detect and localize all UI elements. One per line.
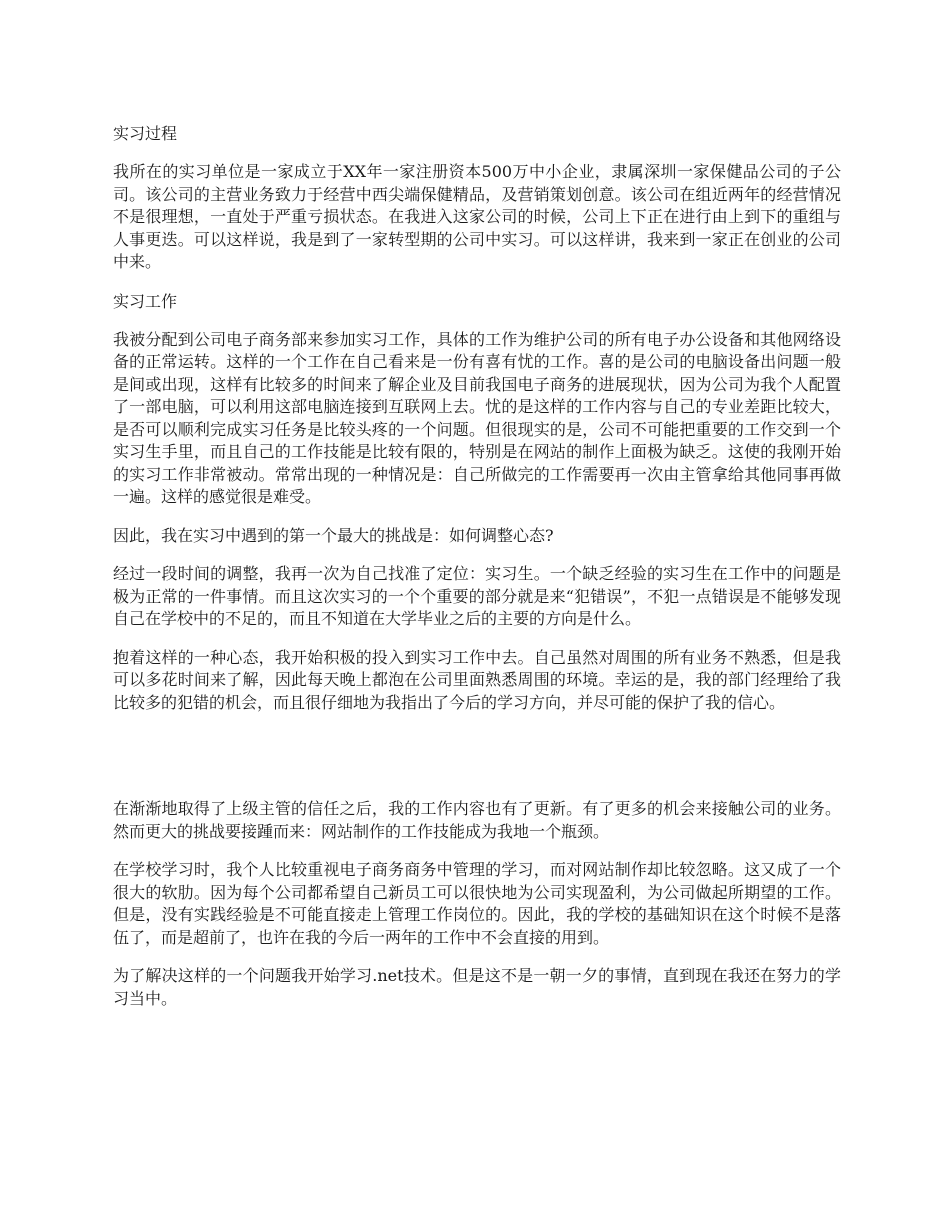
paragraph-adjustment: 经过一段时间的调整，我再一次为自己找准了定位：实习生。一个缺乏经验的实习生在工作中的问题是极为正常的一件事情。而且这次实习的一个个重要的部分就是来“犯错误”，不犯一点错误是不能够发现自己在学校中的不足的，而且不知道在大学毕业之后的主要的方向是什么。 bbox=[113, 564, 841, 628]
paragraph-challenge-question: 因此，我在实习中遇到的第一个最大的挑战是：如何调整心态? bbox=[113, 525, 554, 545]
section-heading-process: 实习过程 bbox=[113, 124, 178, 143]
document-page bbox=[113, 122, 841, 1026]
section-heading-work: 实习工作 bbox=[113, 291, 178, 311]
page-spacer bbox=[113, 730, 841, 798]
paragraph-school-study: 在学校学习时，我个人比较重视电子商务商务中管理的学习，而对网站制作却比较忽略。这又成了一个很大的软肋。因为每个公司都希望自己新员工可以很快地为公司实现盈利，为公司做起所期望的工作。但是，没有实践经验是不可能直接走上管理工作岗位的。因此，我的学校的基础知识在这个时候不是落伍了，而是超前了，也许在我的今后一两年的工作中不会直接的用到。 bbox=[113, 860, 841, 947]
paragraph-trust: 在渐渐地取得了上级主管的信任之后，我的工作内容也有了更新。有了更多的机会来接触公司的业务。然而更大的挑战要接踵而来：网站制作的工作技能成为我地一个瓶颈。 bbox=[113, 799, 841, 841]
paragraph-company-intro: 我所在的实习单位是一家成立于XX年一家注册资本500万中小企业，隶属深圳一家保健品公司的子公司。该公司的主营业务致力于经营中西尖端保健精品，及营销策划创意。该公司在组近两年的经营情况不是很理想，一直处于严重亏损状态。在我进入这家公司的时候，公司上下正在进行由上到下的重组与人事更迭。可以这样说，我是到了一家转型期的公司中实习。可以这样讲，我来到一家正在创业的公司中来。 bbox=[113, 162, 841, 271]
paragraph-attitude: 抱着这样的一种心态，我开始积极的投入到实习工作中去。自己虽然对周围的所有业务不熟悉，但是我可以多花时间来了解，因此每天晚上都泡在公司里面熟悉周围的环境。幸运的是，我的部门经理给了我比较多的犯错的机会，而且很仔细地为我指出了今后的学习方向，并尽可能的保护了我的信心。 bbox=[113, 647, 841, 712]
paragraph-learning-net: 为了解决这样的一个问题我开始学习.net技术。但是这不是一朝一夕的事情，直到现在我还在努力的学习当中。 bbox=[113, 966, 841, 1008]
paragraph-work-assignment: 我被分配到公司电子商务部来参加实习工作，具体的工作为维护公司的所有电子办公设备和其他网络设备的正常运转。这样的一个工作在自己看来是一份有喜有忧的工作。喜的是公司的电脑设备出问题一般是间或出现，这样有比较多的时间来了解企业及目前我国电子商务的进展现状，因为公司为我个人配置了一部电脑，可以利用这部电脑连接到互联网上去。忧的是这样的工作内容与自己的专业差距比较大，是否可以顺利完成实习任务是比较头疼的一个问题。但很现实的是，公司不可能把重要的工作交到一个实习生手里，而且自己的工作技能是比较有限的，特别是在网站的制作上面极为缺乏。这使的我刚开始的实习工作非常被动。常常出现的一种情况是：自己所做完的工作需要再一次由主管拿给其他同事再做一遍。这样的感觉很是难受。 bbox=[113, 329, 841, 506]
